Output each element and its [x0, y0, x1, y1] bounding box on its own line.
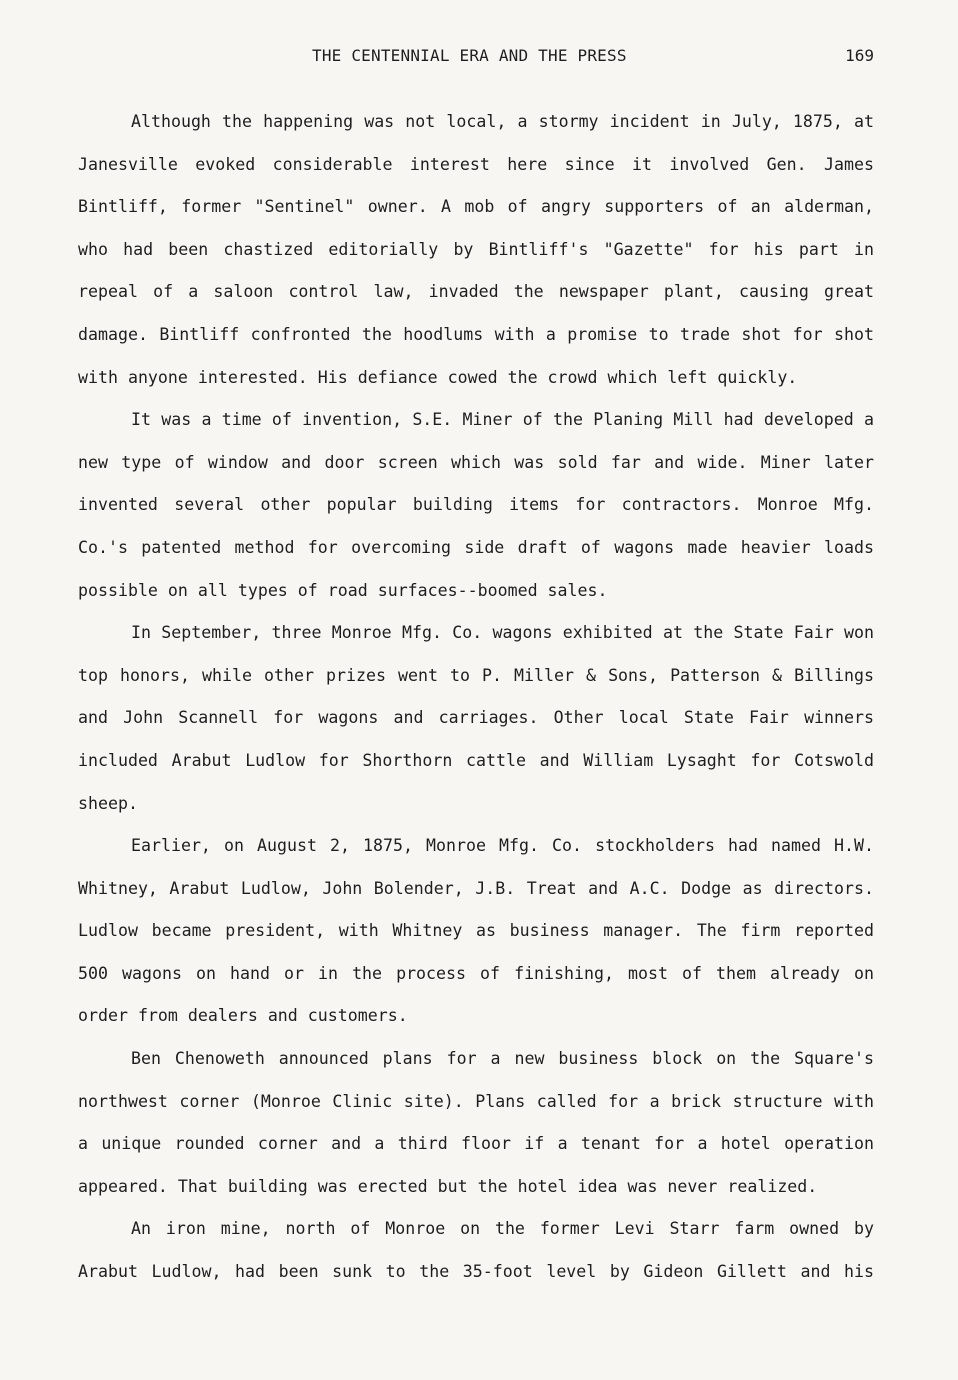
paragraph-state-fair: In September, three Monroe Mfg. Co. wagons exhibited at the State Fair won top honors, while other prizes went to P. Miller & Sons, Patterson & Billings and John Scannell for wagons and carriages. Other local State Fair winners included Arabut Ludlow for Shorthorn cattle and William Lysaght for Cotswold sheep.	[78, 623, 874, 813]
paragraph-invention: It was a time of invention, S.E. Miner of the Planing Mill had developed a new type of window and door screen which was sold far and wide. Miner later invented several other popular building items for contractors. Monroe Mfg. Co.'s patented method for overcoming side draft of wagons made heavier loads possible on all types of road surfaces--boomed sales.	[78, 410, 874, 600]
page-number: 169	[845, 46, 874, 65]
paragraph-chenoweth-block: Ben Chenoweth announced plans for a new business block on the Square's northwest corner (Monroe Clinic site). Plans called for a brick structure with a unique rounded corner and a third floor if a tenant for a hotel operation appeared. That building was erected but the hotel idea was never realized.	[78, 1049, 874, 1196]
running-head: THE CENTENNIAL ERA AND THE PRESS	[312, 46, 627, 65]
body-text	[78, 101, 874, 1294]
paragraph-stockholders: Earlier, on August 2, 1875, Monroe Mfg. Co. stockholders had named H.W. Whitney, Arabut Ludlow, John Bolender, J.B. Treat and A.C. Dodge as directors. Ludlow became president, with Whitney as business manager. The firm reported 500 wagons on hand or in the process of finishing, most of them already on order from dealers and customers.	[78, 836, 874, 1026]
paragraph-janesville-incident: Although the happening was not local, a stormy incident in July, 1875, at Janesville evoked considerable interest here since it involved Gen. James Bintliff, former "Sentinel" owner. A mob of angry supporters of an alderman, who had been chastized editorially by Bintliff's "Gazette" for his part in repeal of a saloon control law, invaded the newspaper plant, causing great damage. Bintliff confronted the hoodlums with a promise to trade shot for shot with anyone interested. His defiance cowed the crowd which left quickly.	[78, 112, 874, 387]
page-header	[78, 46, 876, 70]
paragraph-iron-mine: An iron mine, north of Monroe on the former Levi Starr farm owned by Arabut Ludlow, had been sunk to the 35-foot level by Gideon Gillett and his	[78, 1219, 874, 1282]
